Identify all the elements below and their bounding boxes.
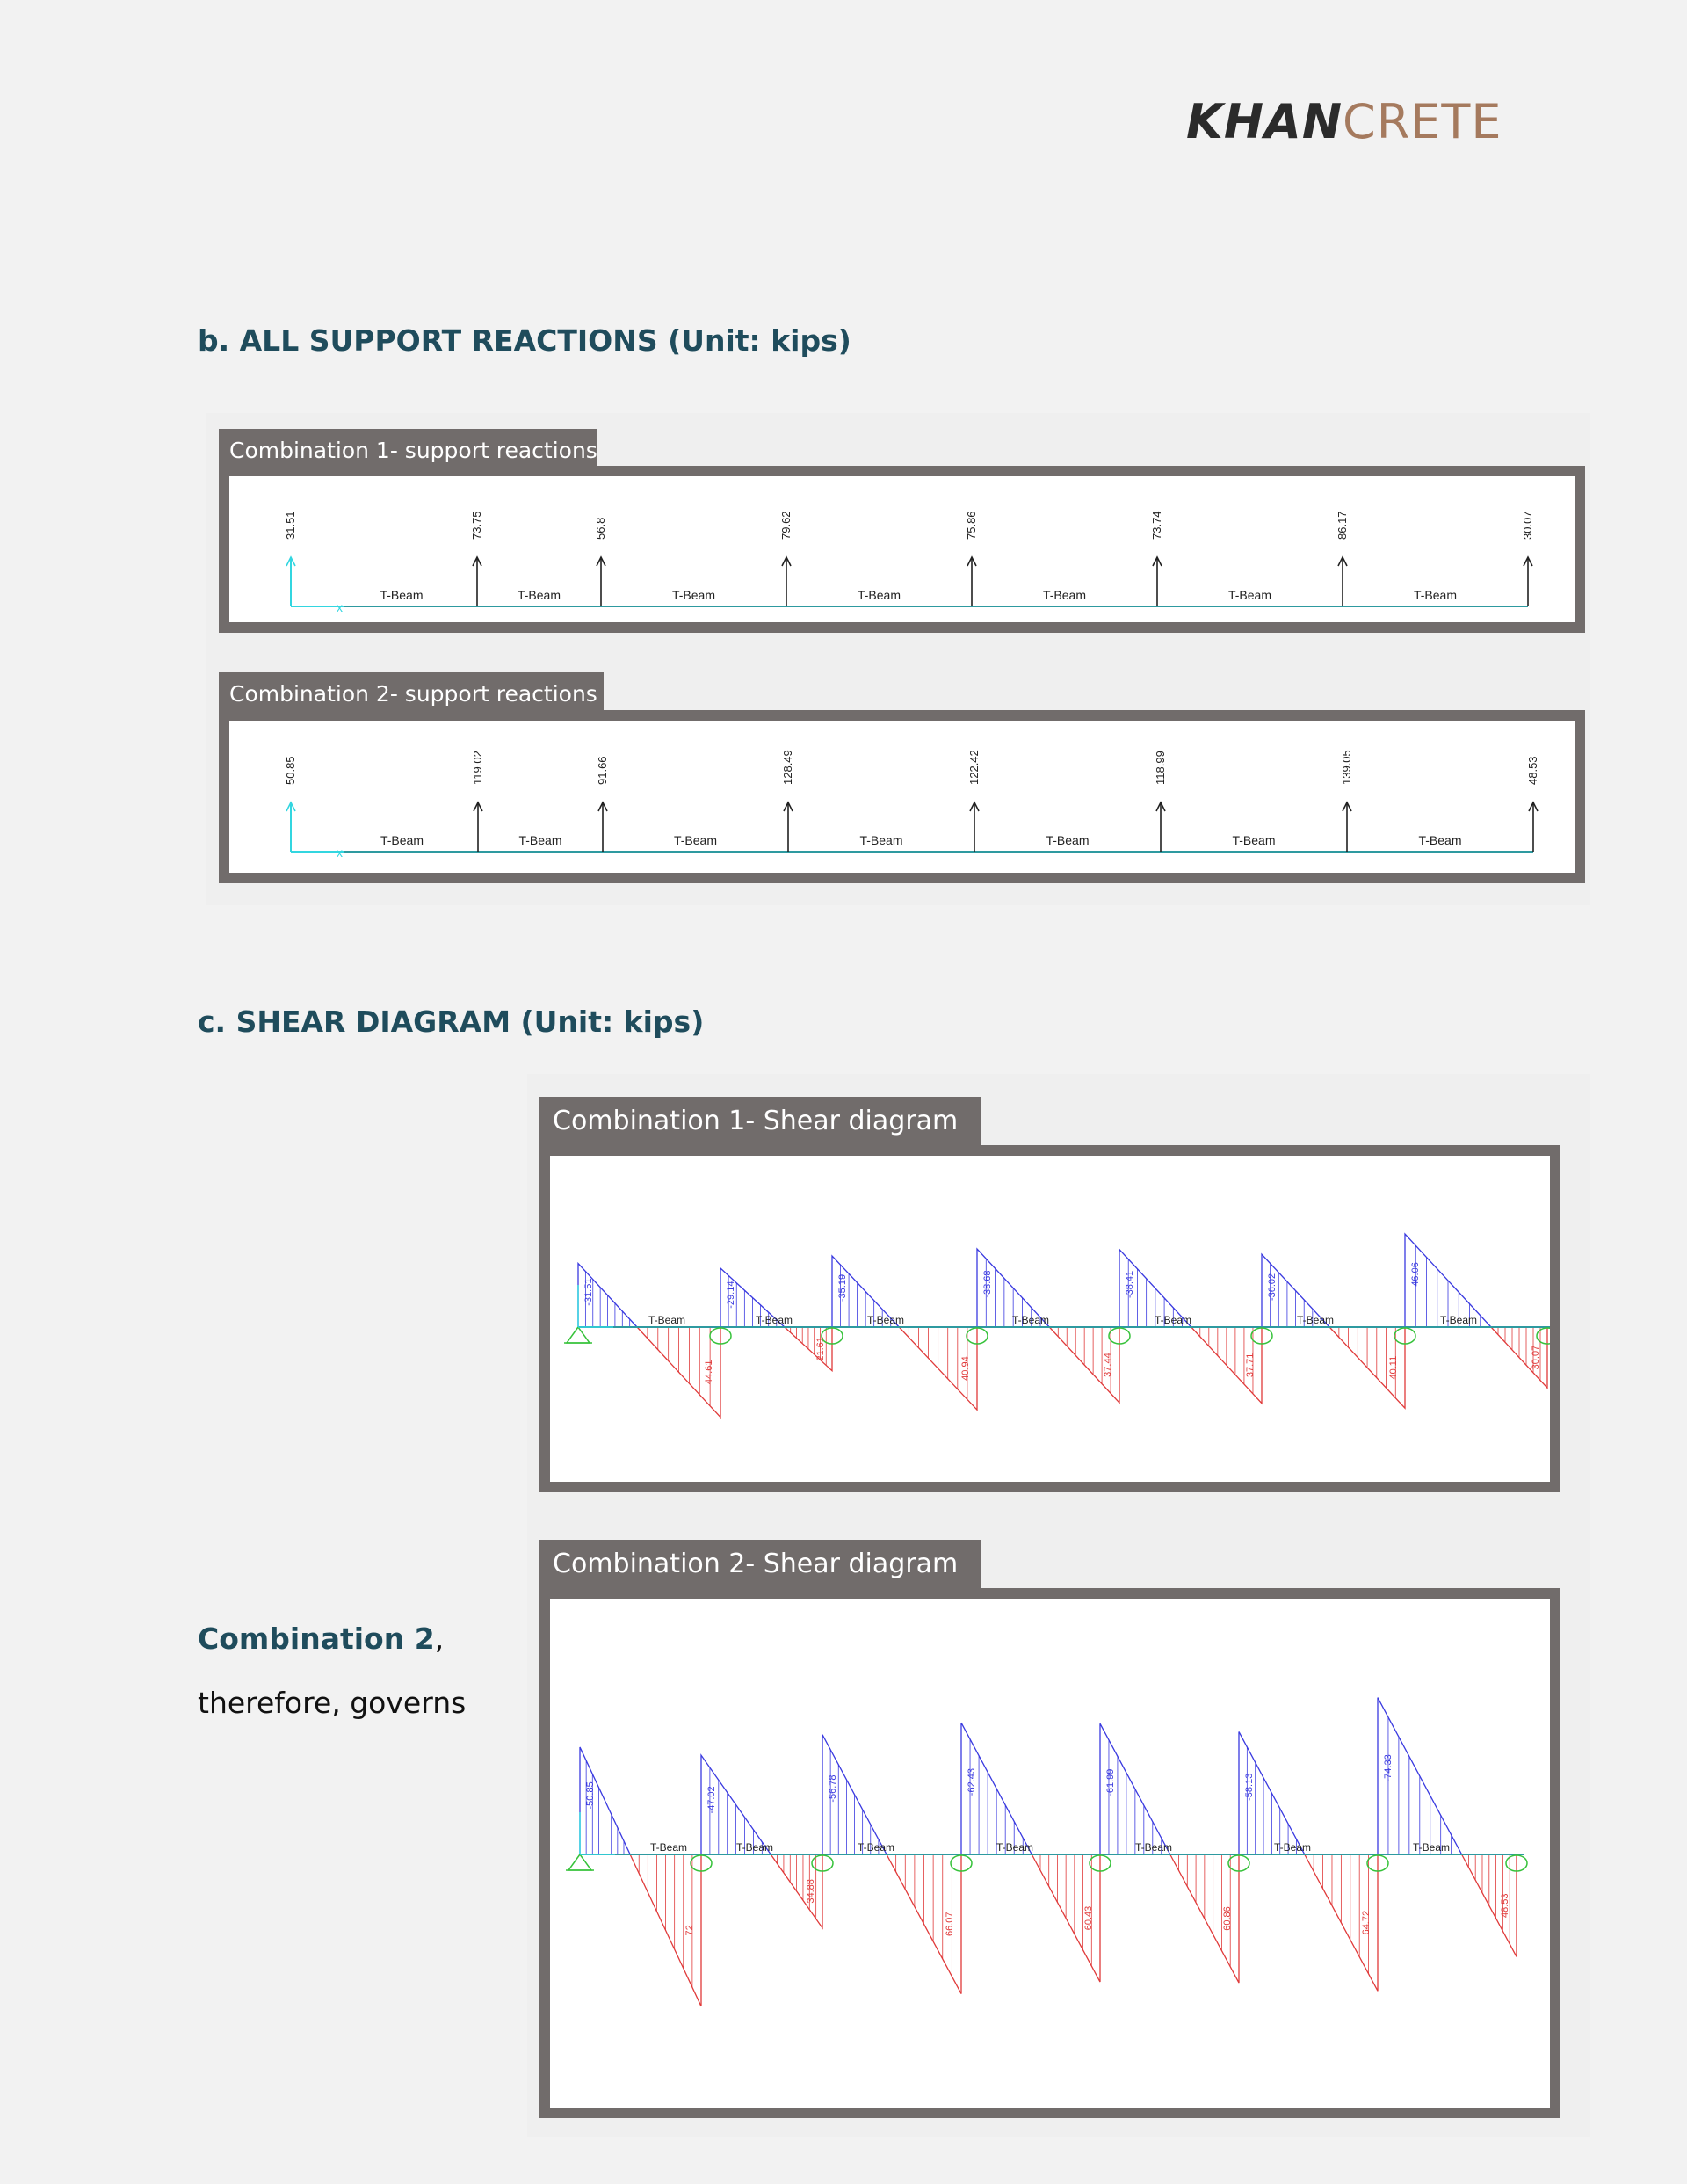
axis-x-label: x <box>337 600 343 614</box>
shear-diagram-svg-1 <box>550 1156 1550 1482</box>
axis-x-label: x <box>337 845 343 860</box>
reaction-value: 128.49 <box>781 750 794 785</box>
span-label: T-Beam <box>517 588 561 602</box>
shear-diagram-svg-2 <box>550 1599 1550 2108</box>
roller-support <box>1537 1328 1550 1344</box>
shear-negative-label: 48.53 <box>1500 1893 1510 1919</box>
span-label: T-Beam <box>1297 1314 1335 1326</box>
span-label: T-Beam <box>1413 588 1458 602</box>
shear-negative-label: 64.72 <box>1361 1910 1372 1935</box>
reaction-value: 48.53 <box>1526 756 1539 785</box>
shear-negative-label: 44.61 <box>704 1360 714 1385</box>
reaction-value: 122.42 <box>967 750 981 785</box>
logo <box>1186 94 1502 149</box>
shear-positive-label: -62.43 <box>967 1767 977 1796</box>
span-label: T-Beam <box>867 1314 905 1326</box>
span-label: T-Beam <box>673 833 718 847</box>
span-label: T-Beam <box>736 1841 774 1854</box>
span-label: T-Beam <box>859 833 903 847</box>
shear-diagram-2 <box>539 1588 1560 2118</box>
shear-positive-label: -38.68 <box>982 1270 993 1298</box>
reaction-title-1: Combination 1- support reactions <box>219 429 597 471</box>
reaction-value: 50.85 <box>284 756 297 785</box>
span-label: T-Beam <box>1046 833 1090 847</box>
span-label: T-Beam <box>858 1841 895 1854</box>
shear-negative-label: 72 <box>684 1925 695 1936</box>
shear-positive-label: -35.19 <box>837 1273 848 1302</box>
shear-negative-label: 66.07 <box>945 1912 955 1937</box>
shear-positive-label: -56.78 <box>828 1774 838 1803</box>
reaction-value: 75.86 <box>965 511 978 540</box>
span-label: T-Beam <box>1413 1841 1451 1854</box>
span-label: T-Beam <box>1135 1841 1173 1854</box>
shear-title-1: Combination 1- Shear diagram <box>539 1097 981 1146</box>
span-label: T-Beam <box>1155 1314 1192 1326</box>
reaction-diagram-1 <box>219 466 1585 633</box>
span-label: T-Beam <box>1227 588 1272 602</box>
shear-positive-label: -61.99 <box>1105 1768 1116 1796</box>
reaction-value: 73.74 <box>1150 511 1163 540</box>
span-label: T-Beam <box>650 1841 688 1854</box>
logo-light: CRETE <box>1343 94 1502 149</box>
shear-positive-label: -29.14 <box>726 1281 736 1309</box>
span-label: T-Beam <box>380 833 424 847</box>
shear-negative-label: 60.86 <box>1222 1906 1233 1931</box>
shear-negative-label: 30.07 <box>1531 1345 1541 1370</box>
shear-title-2: Combination 2- Shear diagram <box>539 1540 981 1589</box>
reaction-diagram-svg-1 <box>229 476 1575 622</box>
span-label: T-Beam <box>1274 1841 1312 1854</box>
shear-positive-label: -47.02 <box>706 1786 717 1814</box>
reaction-value: 139.05 <box>1340 750 1353 785</box>
shear-positive-label: -31.51 <box>583 1278 594 1306</box>
reaction-title-2: Combination 2- support reactions <box>219 672 604 715</box>
shear-heading: c. SHEAR DIAGRAM (Unit: kips) <box>198 1005 705 1039</box>
shear-negative-label: 21.61 <box>815 1337 826 1361</box>
conclusion-comma: , <box>434 1622 445 1656</box>
pin-support <box>567 1327 590 1343</box>
shear-negative-label: 40.94 <box>960 1356 971 1381</box>
pin-support <box>568 1854 591 1870</box>
shear-negative-label: 37.71 <box>1245 1353 1256 1378</box>
conclusion-line-1 <box>198 1622 444 1656</box>
span-label: T-Beam <box>756 1314 793 1326</box>
shear-negative-label: 34.88 <box>806 1879 816 1904</box>
span-label: T-Beam <box>1232 833 1276 847</box>
conclusion-line-2: therefore, governs <box>198 1686 467 1720</box>
reaction-value: 31.51 <box>284 511 297 540</box>
shear-negative-label: 37.44 <box>1103 1353 1113 1377</box>
span-label: T-Beam <box>1440 1314 1478 1326</box>
span-label: T-Beam <box>1012 1314 1050 1326</box>
reaction-value: 118.99 <box>1154 751 1167 785</box>
reaction-value: 30.07 <box>1521 511 1534 540</box>
reaction-value: 119.02 <box>471 751 484 785</box>
reaction-value: 91.66 <box>596 756 609 785</box>
span-label: T-Beam <box>671 588 716 602</box>
span-label: T-Beam <box>857 588 901 602</box>
span-label: T-Beam <box>648 1314 686 1326</box>
span-label: T-Beam <box>996 1841 1034 1854</box>
logo-bold: KHAN <box>1186 94 1343 149</box>
span-label: T-Beam <box>518 833 562 847</box>
reaction-value: 86.17 <box>1336 511 1349 540</box>
shear-diagram-1 <box>539 1145 1560 1492</box>
shear-negative-label: 40.11 <box>1388 1355 1399 1380</box>
reaction-value: 79.62 <box>779 511 793 540</box>
reaction-diagram-svg-2 <box>229 721 1575 873</box>
span-label: T-Beam <box>380 588 424 602</box>
shear-positive-label: -38.41 <box>1125 1270 1135 1299</box>
reaction-value: 73.75 <box>470 511 483 540</box>
reactions-heading: b. ALL SUPPORT REACTIONS (Unit: kips) <box>198 323 851 358</box>
shear-positive-label: -50.85 <box>585 1781 596 1810</box>
shear-positive-label: -74.33 <box>1383 1754 1394 1782</box>
reaction-value: 56.8 <box>594 517 607 540</box>
shear-positive-label: -46.06 <box>1410 1262 1421 1290</box>
reaction-diagram-2 <box>219 710 1585 883</box>
span-label: T-Beam <box>1042 588 1087 602</box>
span-label: T-Beam <box>1418 833 1462 847</box>
shear-positive-label: -36.02 <box>1267 1273 1278 1302</box>
shear-positive-label: -58.13 <box>1244 1773 1255 1801</box>
shear-negative-label: 60.43 <box>1083 1905 1094 1931</box>
conclusion-bold: Combination 2 <box>198 1622 435 1656</box>
